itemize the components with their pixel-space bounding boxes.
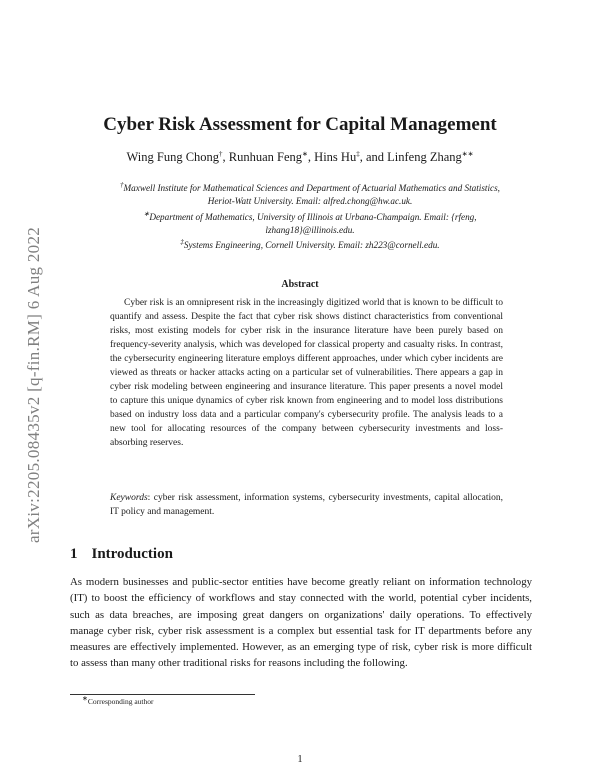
author-sep: , [307, 150, 315, 164]
author-mark: † [219, 149, 223, 158]
author-mark: ∗∗ [461, 149, 474, 158]
footnote-rule [70, 694, 255, 695]
affiliation-mark: ∗ [143, 209, 150, 218]
section-number: 1 [70, 546, 78, 562]
affiliation-2 [100, 211, 520, 237]
keywords-text: : cyber risk assessment, information systems, cybersecurity investments, capital allocation, IT policy and management. [110, 493, 503, 517]
footnote [82, 694, 154, 706]
section-title: Introduction [91, 546, 173, 562]
author-name: Hins Hu [314, 150, 357, 164]
abstract-text: Cyber risk is an omnipresent risk in the increasingly digitized world that is known to be difficult to quantify and assess. Despite the fact that cyber risk shows distinct characteristics from conventional risks, most existing models for cyber risk in the insurance literature have been purely based on frequency-severity analysis, which was developed for classical property and casualty risks. In contrast, the cybersecurity engineering literature employs different approaches, under which cyber incidents are viewed as threats or hacker attacks acting on a particular set of vulnerabilities. There appears a gap in cyber risk modeling between engineering and insurance literature. This paper presents a novel model to capture this unique dynamics of cyber risk known from engineering and to model loss distributions based on industry loss data and a particular company's cybersecurity profile. The analysis leads to a new tool for allocating resources of the company between cybersecurity investments and loss-absorbing reserves. [110, 298, 503, 448]
affiliation-mark: ‡ [180, 237, 184, 246]
footnote-mark: ∗ [82, 694, 88, 703]
author-name: Linfeng Zhang [387, 150, 462, 164]
arxiv-sidebar-stamp [20, 200, 48, 570]
keywords-label: Keywords [110, 493, 148, 503]
arxiv-id: arXiv:2205.08435v2 [q-fin.RM] 6 Aug 2022 [24, 226, 43, 544]
affiliation-1 [100, 182, 520, 208]
affiliation-line: Department of Mathematics, University of Illinois at Urbana-Champaign. Email: {rfeng, [149, 212, 477, 222]
affiliation-line: lzhang18}@illinois.edu. [265, 225, 355, 235]
section-heading [70, 546, 173, 563]
page-number: 1 [297, 754, 303, 765]
author-mark: ∗ [302, 149, 308, 158]
author-sep: , and [359, 150, 388, 164]
affiliation-line: Heriot-Watt University. Email: alfred.chong@hw.ac.uk. [207, 196, 413, 206]
author-name: Runhuan Feng [228, 150, 303, 164]
footnote-text: Corresponding author [87, 697, 154, 706]
affiliation-3 [100, 239, 520, 252]
affiliation-line: Maxwell Institute for Mathematical Sciences and Department of Actuarial Mathematics and Statistics, [123, 183, 500, 193]
intro-paragraph: As modern businesses and public-sector entities have become greatly reliant on information technology (IT) to boost the efficiency of workflows and stay connected with the world, potential cyber incidents, such as data breaches, are imposing great dangers on organizations' daily operations. To effectively manage cyber risk, cyber risk assessment is a complex but essential task for IT departments before any measures are effectively implemented. However, as an emerging type of risk, cyber risk is more difficult to assess than many other traditional risks for reasons including the following. [70, 576, 532, 670]
author-name: Wing Fung Chong [126, 150, 220, 164]
affiliation-line: Systems Engineering, Cornell University. Email: zh223@cornell.edu. [183, 240, 440, 250]
affiliation-mark: † [120, 180, 124, 189]
paper-title: Cyber Risk Assessment for Capital Management [103, 114, 497, 135]
keywords [110, 491, 503, 519]
abstract-heading: Abstract [281, 279, 319, 290]
author-mark: ‡ [356, 149, 360, 158]
author-sep: , [222, 150, 229, 164]
author-list [0, 150, 600, 165]
